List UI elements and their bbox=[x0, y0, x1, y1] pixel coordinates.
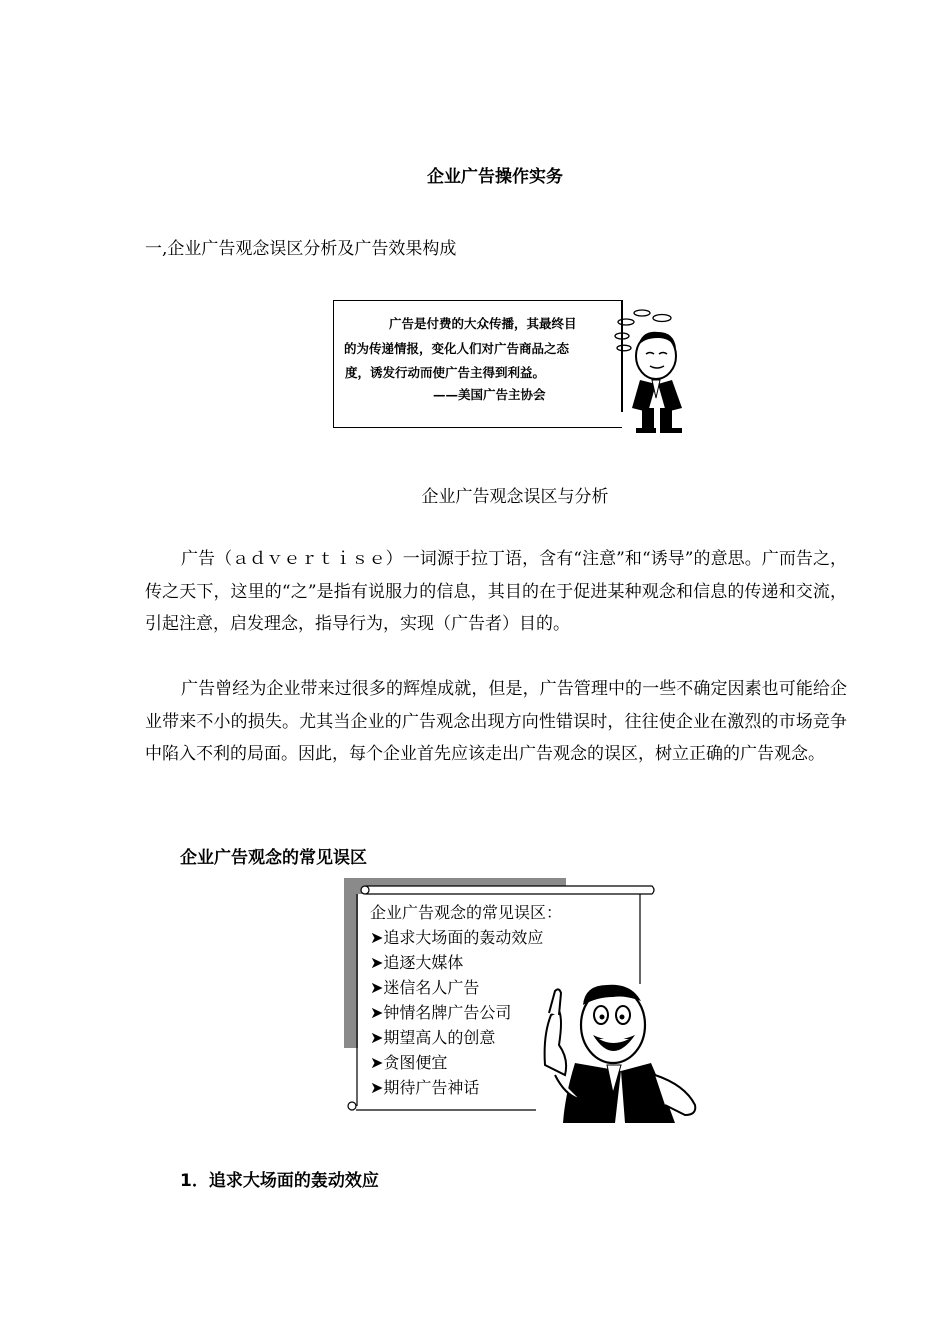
scroll-list-item-label: 迷信名人广告 bbox=[383, 978, 480, 997]
scroll-list-item bbox=[370, 950, 610, 975]
quote-line-3: 度，诱发行动而使广告主得到利益。 bbox=[345, 365, 546, 380]
quote-line-1: 广告是付费的大众传播，其最终目 bbox=[389, 316, 577, 331]
document-title: 企业广告操作实务 bbox=[427, 167, 563, 187]
scroll-list-item bbox=[370, 925, 610, 950]
paragraph-1: 广告（ａｄｖｅｒｔｉｓｅ）一词源于拉丁语，含有“注意”和“诱导”的意思。广而告之，传之天下，这里的“之”是指有说服力的信息，其目的在于促进某种观念和信息的传递和交流，引起注意，启发理念，指导行为，实现（广告者）目的。 bbox=[145, 549, 847, 634]
quote-box bbox=[333, 300, 623, 427]
scroll-list-item-label: 期待广告神话 bbox=[383, 1078, 480, 1097]
bullet-arrow-icon: ➤ bbox=[370, 928, 384, 947]
bullet-arrow-icon: ➤ bbox=[370, 953, 384, 972]
common-misconceptions-heading: 企业广告观念的常见误区 bbox=[180, 848, 367, 868]
numbered-heading-1: 1．追求大场面的轰动效应 bbox=[180, 1171, 379, 1191]
scroll-list-item-label: 贪图便宜 bbox=[383, 1053, 448, 1072]
thinking-man-illustration bbox=[612, 308, 696, 436]
scroll-list-item-label: 追求大场面的轰动效应 bbox=[383, 928, 544, 947]
scroll-list-item-label: 追逐大媒体 bbox=[383, 953, 464, 972]
quote-author: ——美国广告主协会 bbox=[433, 387, 546, 402]
bullet-arrow-icon: ➤ bbox=[370, 1078, 384, 1097]
subtitle: 企业广告观念误区与分析 bbox=[421, 487, 609, 507]
bullet-arrow-icon: ➤ bbox=[370, 1028, 384, 1047]
bullet-arrow-icon: ➤ bbox=[370, 1003, 384, 1022]
bullet-arrow-icon: ➤ bbox=[370, 978, 384, 997]
paragraph-2: 广告曾经为企业带来过很多的辉煌成就，但是，广告管理中的一些不确定因素也可能给企业带来不小的损失。尤其当企业的广告观念出现方向性错误时，往往使企业在激烈的市场竞争中陷入不利的局面。因此，每个企业首先应该走出广告观念的误区，树立正确的广告观念。 bbox=[145, 679, 847, 764]
quote-line-2: 的为传递情报，变化人们对广告商品之态 bbox=[344, 340, 570, 356]
scroll-list-item-label: 期望高人的创意 bbox=[383, 1028, 496, 1047]
section-heading: 一,企业广告观念误区分析及广告效果构成 bbox=[145, 239, 457, 259]
scroll-list-item-label: 钟情名牌广告公司 bbox=[383, 1003, 512, 1022]
scroll-title: 企业广告观念的常见误区： bbox=[370, 903, 563, 922]
quote-text bbox=[345, 312, 615, 386]
bullet-arrow-icon: ➤ bbox=[370, 1053, 384, 1072]
smiling-man-illustration bbox=[535, 975, 715, 1125]
